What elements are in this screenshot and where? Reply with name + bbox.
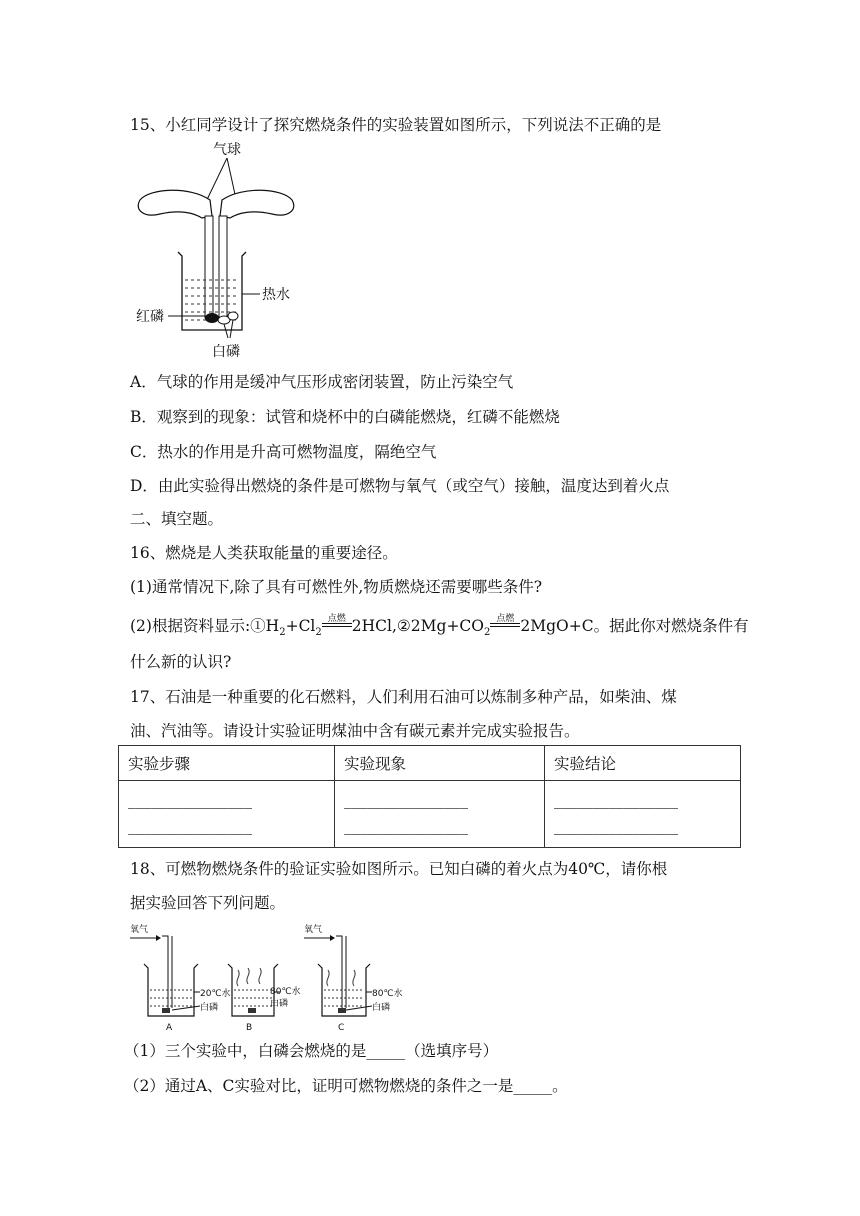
- q16-stem: 16、燃烧是人类获取能量的重要途径。: [130, 544, 398, 562]
- q16-sub1: (1)通常情况下,除了具有可燃性外,物质燃烧还需要哪些条件?: [130, 578, 543, 596]
- q17-stem-1: 17、石油是一种重要的化石燃料，人们利用石油可以炼制多种产品，如柴油、煤: [130, 688, 677, 706]
- q15-option-d: D．由此实验得出燃烧的条件是可燃物与氧气（或空气）接触，温度达到着火点: [130, 477, 670, 495]
- q18-stem-2: 据实验回答下列问题。: [130, 894, 286, 912]
- header-steps: 实验步骤: [119, 746, 335, 781]
- header-phenomena: 实验现象: [335, 746, 545, 781]
- balloon-label: 气球: [213, 142, 241, 158]
- q16-sub2: (2)根据资料显示$:①H_2+Cl_2$ 点燃 $2HCl,②2Mg+CO_2$ 点燃 2MgO+C。据此你对燃烧条件有: [130, 614, 749, 639]
- reaction-condition: 点燃: [322, 623, 352, 631]
- right-balloon: [220, 190, 294, 218]
- hot-water-label: 热水: [262, 287, 290, 303]
- svg-text:C: C: [338, 1023, 345, 1033]
- svg-text:20℃水: 20℃水: [200, 989, 231, 999]
- svg-text:80℃水: 80℃水: [270, 987, 301, 997]
- header-conclusion: 实验结论: [545, 746, 741, 781]
- white-p-label: 白磷: [212, 344, 240, 360]
- q15-option-a: A．气球的作用是缓冲气压形成密闭装置，防止污染空气: [130, 373, 514, 391]
- left-balloon: [138, 190, 212, 218]
- svg-text:A: A: [166, 1023, 173, 1033]
- svg-text:白磷: 白磷: [372, 1003, 391, 1013]
- q15-option-c: C．热水的作用是升高可燃物温度，隔绝空气: [130, 443, 437, 461]
- red-p-label: 红磷: [136, 309, 164, 325]
- cell-steps[interactable]: ________________ ________________: [119, 781, 335, 848]
- svg-text:白磷: 白磷: [270, 999, 289, 1009]
- q18-sub2: （2）通过A、C实验对比，证明可燃物燃烧的条件之一是_____。: [124, 1077, 568, 1095]
- q18-sub1: （1）三个实验中，白磷会燃烧的是_____（选填序号）: [124, 1042, 499, 1060]
- q16-sub2-cont: 什么新的认识?: [130, 653, 232, 671]
- cell-conclusion[interactable]: ________________ ________________: [545, 781, 741, 848]
- beaker-a: [130, 923, 231, 1033]
- reaction-condition-2: 点燃: [490, 623, 520, 631]
- beaker-c: [304, 923, 403, 1033]
- svg-text:80℃水: 80℃水: [372, 989, 403, 999]
- beaker-b: [228, 964, 301, 1033]
- svg-text:B: B: [246, 1023, 253, 1033]
- q17-stem-2: 油、汽油等。请设计实验证明煤油中含有碳元素并完成实验报告。: [130, 722, 580, 740]
- q15-stem: 15、小红同学设计了探究燃烧条件的实验装置如图所示，下列说法不正确的是: [130, 116, 662, 134]
- svg-text:白磷: 白磷: [200, 1003, 219, 1013]
- q18-stem-1: 18、可燃物燃烧条件的验证实验如图所示。已知白磷的着火点为40℃，请你根: [130, 860, 668, 878]
- experiment-report-table: [118, 745, 741, 848]
- svg-text:氧气: 氧气: [130, 925, 149, 935]
- section-title: 二、填空题。: [130, 510, 224, 528]
- q15-option-b: B．观察到的现象：试管和烧杯中的白磷能燃烧，红磷不能燃烧: [130, 408, 560, 426]
- cell-phenomena[interactable]: ________________ ________________: [335, 781, 545, 848]
- q18-figure: [128, 920, 403, 1033]
- q15-figure: [130, 138, 310, 363]
- svg-text:氧气: 氧气: [304, 925, 323, 935]
